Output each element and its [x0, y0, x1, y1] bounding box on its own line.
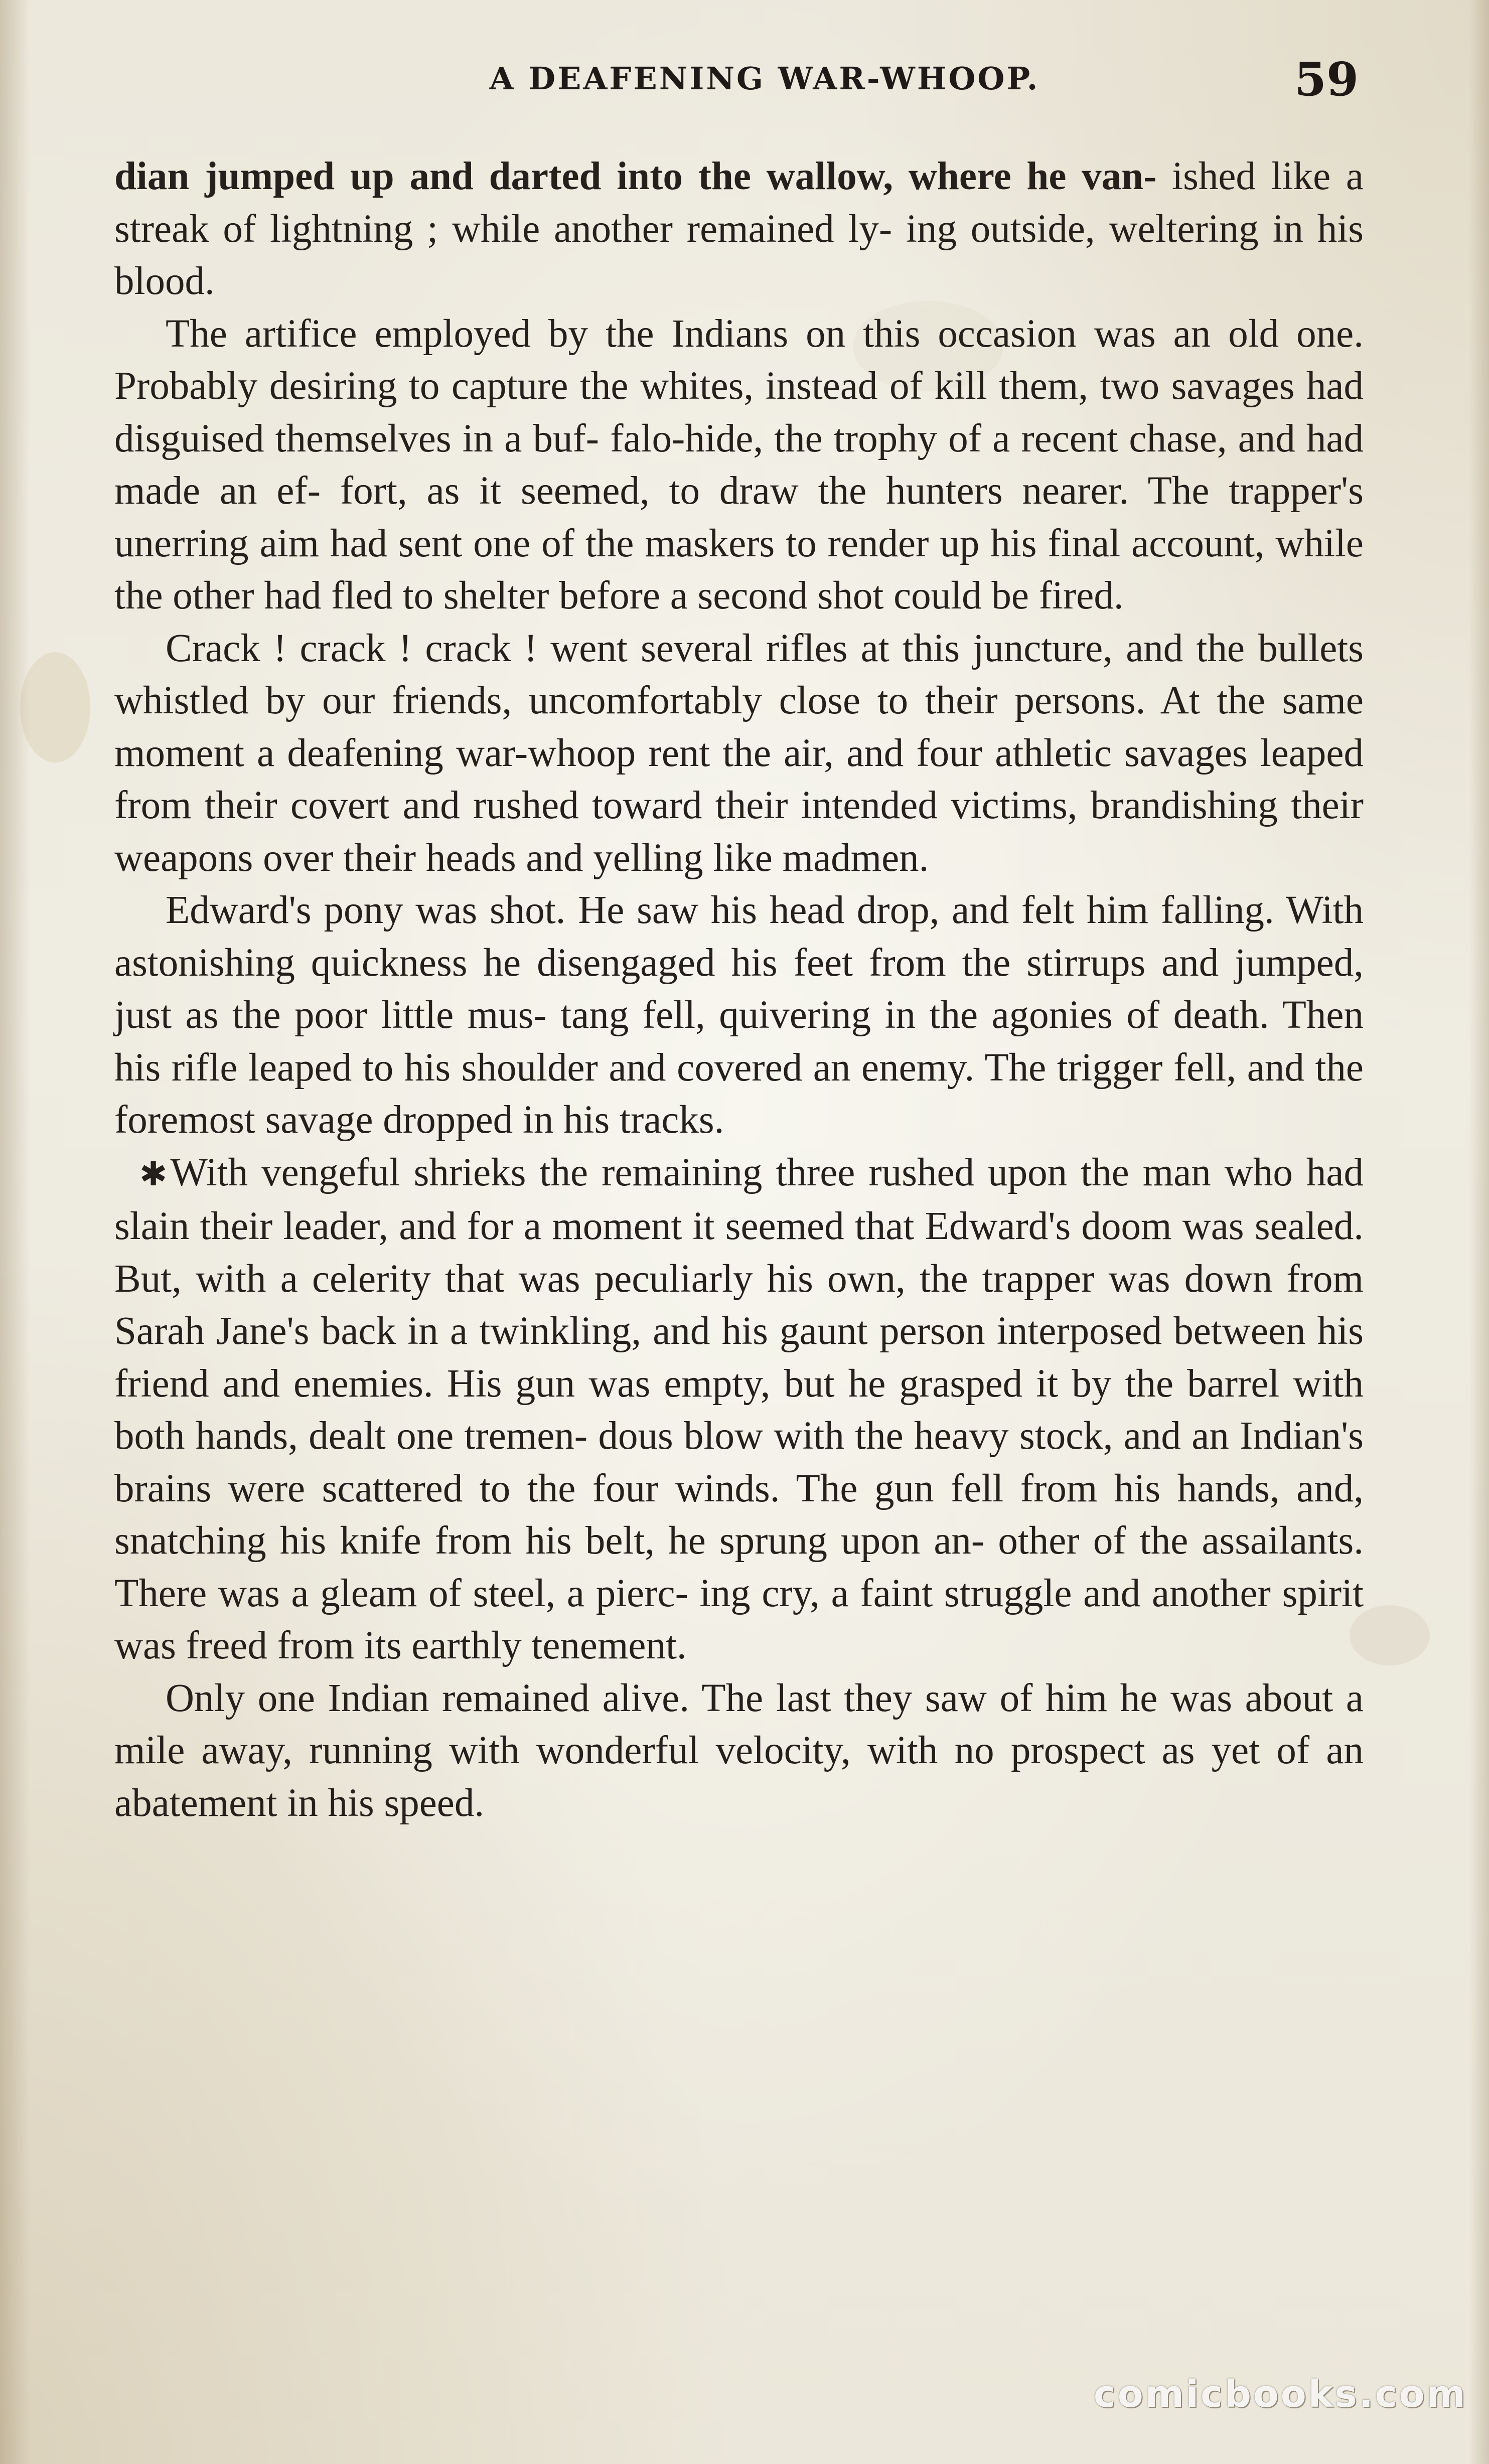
- paragraph-text: ished like a streak of lightning ; while another remained ly- ing outside, weltering in his blood.: [114, 155, 1364, 303]
- paper-stain: [20, 652, 90, 762]
- watermark: comicbooks.com: [1094, 2373, 1467, 2416]
- paragraph: Edward's pony was shot. He saw his head drop, and felt him falling. With astonishing quickness he disengaged his feet from the stirrups and jumped, just as the poor little mus- tang fell, quivering in the agonies of death. Then his rifle leaped to his shoulder and covered an enemy. The trigger fell, and the foremost savage dropped in his tracks.: [114, 888, 1364, 1142]
- paragraph: [114, 1147, 1364, 1672]
- paragraph: Crack ! crack ! crack ! went several rifles at this juncture, and the bullets whistled by our friends, uncomfortably close to their persons. At the same moment a deafening war-whoop rent the air, and four athletic savages leaped from their covert and rushed toward their intended victims, brandishing their weapons over their heads and yelling like madmen.: [114, 626, 1364, 880]
- paragraph: [114, 150, 1364, 308]
- paragraph-lead: dian jumped up and darted into the wallow, where he van-: [114, 155, 1157, 198]
- body-text: [114, 150, 1364, 1829]
- paragraph: The artifice employed by the Indians on this occasion was an old one. Probably desiring to capture the whites, instead of kill them, two savages had disguised themselves in a buf- falo-hide, the trophy of a recent chase, and had made an ef- fort, as it seemed, to draw the hunters nearer. The trapper's unerring aim had sent one of the maskers to render up his final account, while the other had fled to shelter before a second shot could be fired.: [114, 312, 1364, 618]
- page-number: 59: [1294, 52, 1359, 106]
- running-head: A DEAFENING WAR-WHOOP.: [489, 60, 1040, 97]
- paragraph-text: With vengeful shrieks the remaining three rushed upon the man who had slain their leader, and for a moment it seemed that Edward's doom was sealed. But, with a celerity that was peculiarly his own, the trapper was down from Sarah Jane's back in a twinkling, and his gaunt person interposed between his friend and enemies. His gun was empty, but he grasped it by the barrel with both hands, dealt one tremen- dous blow with the heavy stock, and an Indian's brains were scattered to the four winds. The gun fell from his hands, and, snatching his knife from his belt, he sprung upon an- other of the assailants. There was a gleam of steel, a pierc- ing cry, a faint struggle and another spirit was freed from its earthly tenement.: [114, 1150, 1364, 1667]
- page-edge-shadow-left: [0, 0, 30, 2464]
- asterisk-mark: ✱: [139, 1154, 168, 1193]
- page-header: [0, 52, 1489, 115]
- paragraph: Only one Indian remained alive. The last they saw of him he was about a mile away, running with wonderful velocity, with no prospect as yet of an abatement in his speed.: [114, 1676, 1364, 1825]
- page-edge-shadow-right: [1469, 0, 1489, 2464]
